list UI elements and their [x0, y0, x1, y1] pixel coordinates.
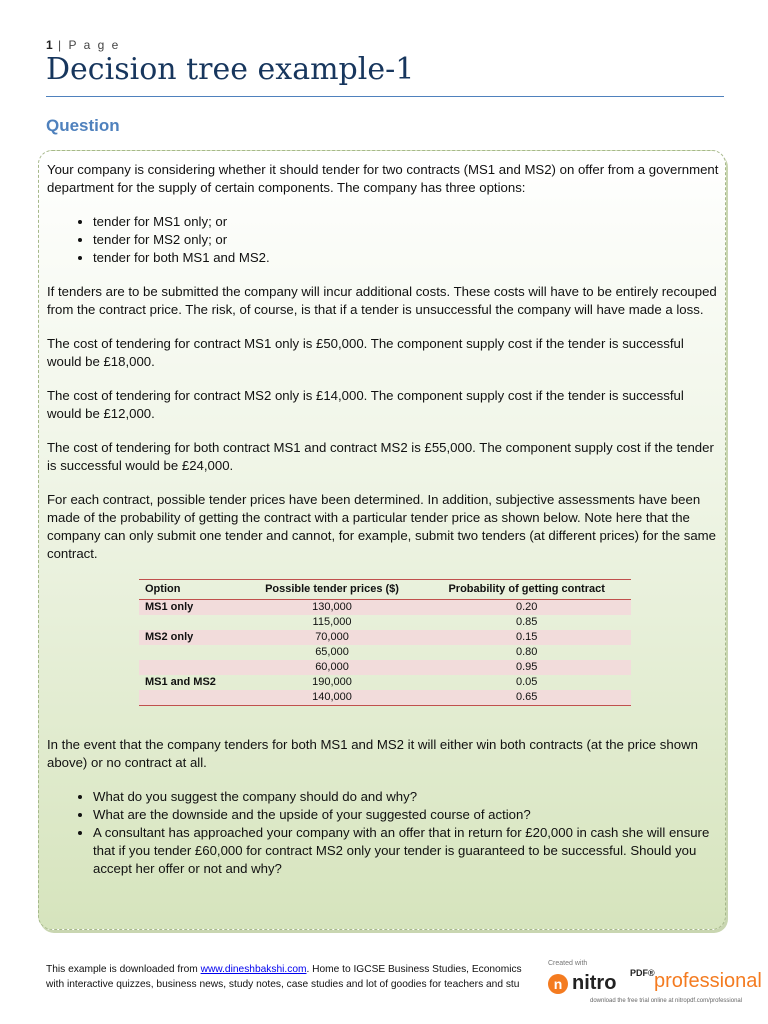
prices-paragraph: For each contract, possible tender prices have been determined. In addition, subjective assessments have been made of the probability of getting the contract with a particular tender price as shown below. Note here that the company can only submit one tender and cannot, for example, submit two tenders (at different prices) for the same contract.	[47, 492, 717, 561]
ms1-paragraph: The cost of tendering for contract MS1 only is £50,000. The component supply cost if the tender is successful would be £18,000.	[47, 336, 684, 369]
options-list	[47, 213, 719, 267]
table-row: 140,000 0.65	[139, 690, 631, 706]
intro-paragraph: Your company is considering whether it should tender for two contracts (MS1 and MS2) on offer from a government department for the supply of certain components. The company has three options:	[47, 162, 719, 195]
table-row: 60,000 0.95	[139, 660, 631, 675]
list-item: • tender for MS2 only; or	[93, 231, 719, 249]
questions-list	[47, 788, 719, 878]
question-box	[38, 150, 726, 930]
page-title: Decision tree example-1	[46, 52, 415, 87]
section-heading: Question	[46, 116, 120, 135]
table-header-probability: Probability of getting contract	[422, 580, 631, 600]
costs-paragraph: If tenders are to be submitted the company will incur additional costs. These costs will have to be entirely recouped from the contract price. The risk, of course, is that if a tender is unsuccessful the company will have made a loss.	[47, 284, 717, 317]
nitro-tagline: download the free trial online at nitropdf.com/professional	[590, 998, 743, 1004]
nitro-logo-icon: n	[548, 974, 568, 994]
nitro-badge	[548, 960, 762, 1010]
tender-table	[139, 579, 631, 706]
list-item: • tender for both MS1 and MS2.	[93, 249, 719, 267]
table-row: MS1 and MS2 190,000 0.05	[145, 676, 538, 688]
pdf-mark: PDF®	[630, 968, 655, 978]
page-number: 1 | P a g e	[46, 38, 121, 52]
table-row: 115,000 0.85	[312, 616, 538, 628]
list-item: • What are the downside and the upside of your suggested course of action?	[93, 806, 719, 824]
footer-line-2: with interactive quizzes, business news, study notes, case studies and lot of goodies for teachers and stu	[46, 979, 520, 990]
ms2-paragraph: The cost of tendering for contract MS2 only is £14,000. The component supply cost if the tender is successful would be £12,000.	[47, 388, 684, 421]
table-header-option: Option	[139, 580, 242, 600]
edition-label: professional	[654, 970, 762, 992]
table-row: 65,000 0.80	[315, 646, 538, 658]
title-divider	[46, 96, 724, 97]
list-item: • A consultant has approached your company with an offer that in return for £20,000 in cash she will ensure that if you tender £60,000 for contract MS2 only your tender is guaranteed to be successful. Should you accept her offer or not and why?	[93, 824, 719, 878]
table-row: MS1 only 130,000 0.20	[139, 600, 631, 616]
footer-link[interactable]: www.dineshbakshi.com	[200, 964, 307, 975]
list-item: • tender for MS1 only; or	[93, 213, 719, 231]
table-header-price: Possible tender prices ($)	[242, 580, 423, 600]
footer	[46, 962, 546, 992]
event-paragraph: In the event that the company tenders for both MS1 and MS2 it will either win both contracts (at the price shown above) or no contract at all.	[47, 737, 698, 770]
table-row: MS2 only 70,000 0.15	[139, 630, 631, 645]
list-item: • What do you suggest the company should do and why?	[93, 788, 719, 806]
created-with-label: Created with	[548, 960, 588, 967]
footer-line-1: This example is downloaded from www.dineshbakshi.com. Home to IGCSE Business Studies, Economics	[46, 964, 522, 975]
nitro-brand: nitro	[572, 972, 617, 994]
both-paragraph: The cost of tendering for both contract MS1 and contract MS2 is £55,000. The component supply cost if the tender is successful would be £24,000.	[47, 440, 714, 473]
